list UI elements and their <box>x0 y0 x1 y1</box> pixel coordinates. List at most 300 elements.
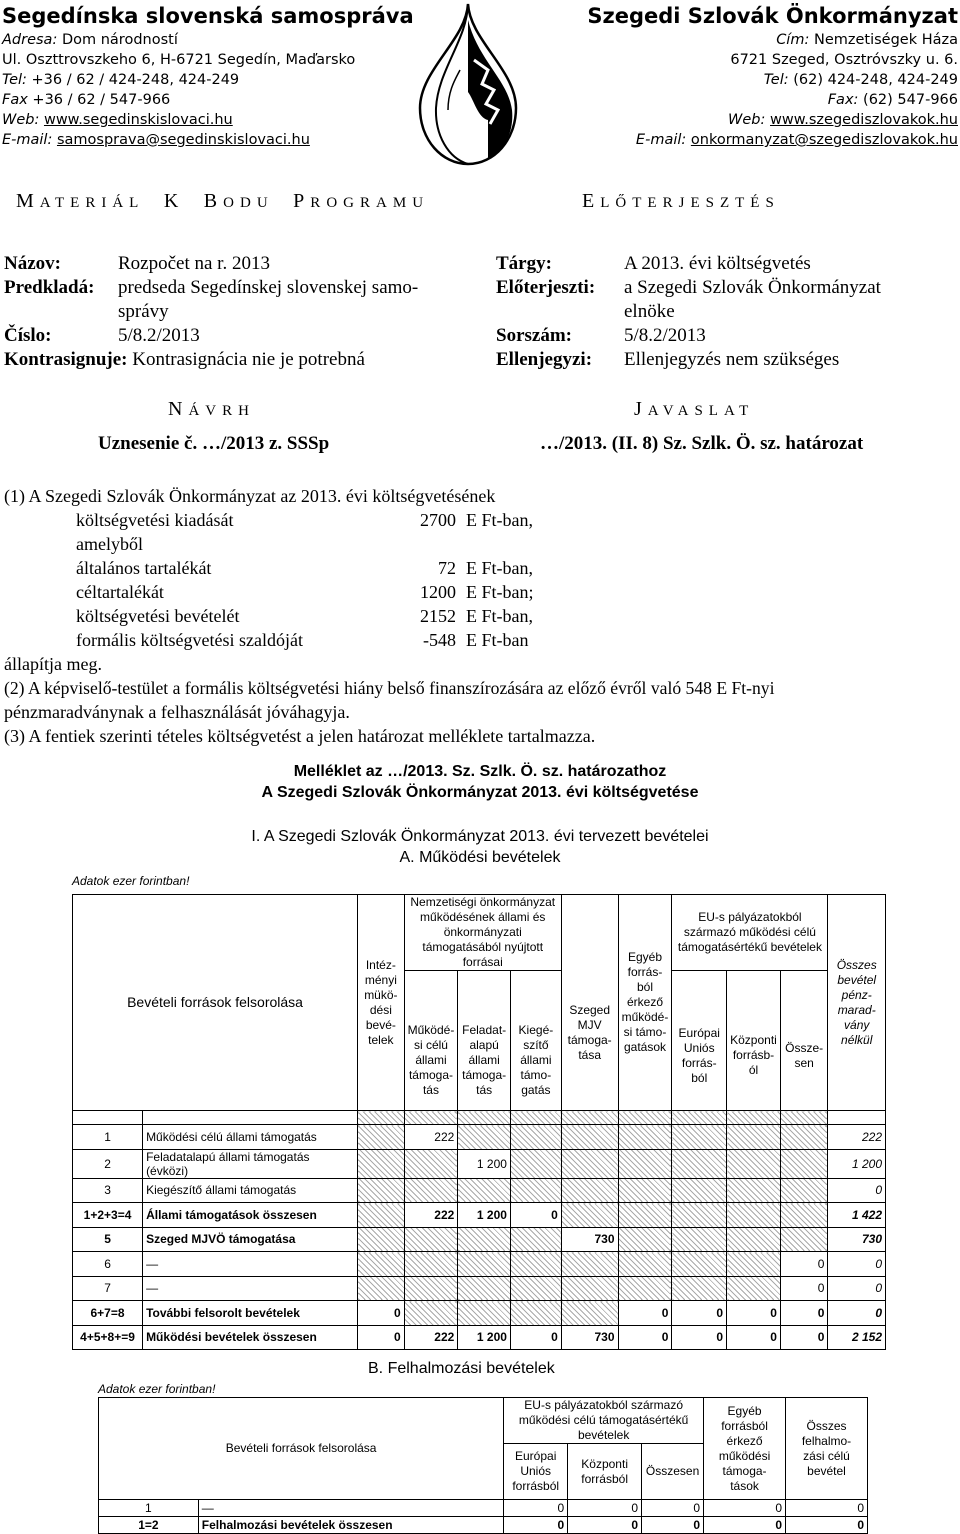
budget-item <box>76 580 596 604</box>
table-a-cell: 730 <box>561 1227 618 1252</box>
meta-right-row <box>496 276 948 300</box>
right-header-line <box>520 130 958 150</box>
table-a-cell <box>780 1227 827 1252</box>
budget-item <box>76 556 596 580</box>
table-b-head-sources: Bevételi források felsorolása <box>99 1398 504 1500</box>
right-header-line <box>520 30 958 50</box>
table-a-cell <box>510 1252 561 1277</box>
table-a-cell <box>458 1252 511 1277</box>
right-header-lines <box>520 30 958 150</box>
table-a-cell <box>458 1125 511 1150</box>
table-a-cell <box>458 1227 511 1252</box>
table-a-cell: 0 <box>672 1325 727 1350</box>
table-a-spacer-cell <box>358 1111 405 1125</box>
table-b-cell: 0 <box>704 1500 786 1517</box>
section-left-letter: I <box>101 195 113 211</box>
table-a-cell <box>358 1203 405 1228</box>
table-row <box>73 1125 886 1150</box>
section-right-letter: E <box>690 195 706 211</box>
meta-right-key: Előterjeszti: <box>496 277 596 298</box>
paragraph-1-intro: (1) A Szegedi Szlovák Önkormányzat az 2013. évi költségvetésének <box>4 486 496 506</box>
table-b-cell: 0 <box>642 1517 704 1534</box>
section-left-letter: O <box>223 195 240 211</box>
table-a-cell: 0 <box>672 1301 727 1326</box>
table-a-cell: 0 <box>510 1203 561 1228</box>
table-a-row-number: 1 <box>73 1125 143 1150</box>
table-b-cell: 0 <box>568 1500 642 1517</box>
table-a-row-number: 6 <box>73 1252 143 1277</box>
section-left-letter: G <box>343 195 360 211</box>
left-header-title: Segedínska slovenská samospráva <box>2 4 414 28</box>
table-row <box>73 1252 886 1277</box>
meta-left-key: Predkladá: <box>4 277 95 298</box>
table-b-head-sum: Összesen <box>642 1444 704 1500</box>
navrh-heading <box>168 398 255 421</box>
table-row <box>73 1325 886 1350</box>
table-a-row-name: Szeged MJVÖ támogatása <box>143 1227 358 1252</box>
meta-right-key: Tárgy: <box>496 253 552 274</box>
table-row <box>73 1178 886 1203</box>
table-a-cell <box>358 1252 405 1277</box>
navrh-letter: N <box>168 398 189 420</box>
table-a-row-name: Működési célú állami támogatás <box>143 1125 358 1150</box>
budget-item-unit: E Ft-ban, <box>466 606 533 626</box>
section-i-title: I. A Szegedi Szlovák Önkormányzat 2013. évi tervezett bevételei <box>251 828 709 845</box>
table-a-head-sources: Bevételi források felsorolása <box>73 895 358 1111</box>
table-a-spacer-cell <box>404 1111 458 1125</box>
table-b-cell: 0 <box>504 1517 568 1534</box>
table-a-cell <box>561 1301 618 1326</box>
right-header-value: Nemzetiségek Háza <box>809 32 958 48</box>
table-a-row-number: 7 <box>73 1276 143 1301</box>
section-left-letter: R <box>85 195 102 211</box>
table-a-cell <box>358 1276 405 1301</box>
table-a-cell: 0 <box>727 1325 781 1350</box>
table-a-cell <box>561 1125 618 1150</box>
table-row <box>99 1517 868 1534</box>
table-a-cell <box>727 1178 781 1203</box>
table-a-cell <box>618 1252 672 1277</box>
table-a-cell <box>618 1203 672 1228</box>
budget-item-label: költségvetési bevételét <box>76 606 240 626</box>
table-a-row-name: Állami támogatások összesen <box>143 1203 358 1228</box>
section-left-letter: U <box>256 195 274 211</box>
budget-item-label: költségvetési kiadását <box>76 510 234 530</box>
table-row <box>99 1500 868 1517</box>
table-a-cell: 0 <box>510 1325 561 1350</box>
budget-item-amount: 72 <box>438 558 456 578</box>
meta-right-row <box>496 252 948 276</box>
table-a-spacer-cell <box>561 1111 618 1125</box>
budget-item-label: formális költségvetési szaldóját <box>76 630 303 650</box>
table-b-head-other: Egyéb forrásból érkező működési támoga- tások <box>704 1398 786 1500</box>
table-a-cell <box>561 1252 618 1277</box>
table-a-cell <box>672 1276 727 1301</box>
table-b-cell: 0 <box>568 1517 642 1534</box>
table-a-cell <box>404 1252 458 1277</box>
meta-left-value: predseda Segedínskej slovenskej samo- <box>118 277 419 298</box>
right-header-value: 6721 Szeged, Osztróvszky u. 6. <box>730 52 958 68</box>
table-row <box>73 1149 886 1178</box>
table-row <box>73 1203 886 1228</box>
meta-left-row <box>4 252 464 276</box>
table-a-cell <box>561 1178 618 1203</box>
section-left-letter: B <box>203 190 224 212</box>
budget-item-amount: -548 <box>423 630 456 650</box>
table-a-cell: 0 <box>358 1325 405 1350</box>
section-left-letter: E <box>70 195 86 211</box>
table-a-cell: 0 <box>618 1325 672 1350</box>
right-header-value: (62) 547-966 <box>858 92 958 108</box>
right-header-title: Szegedi Szlovák Önkormányzat <box>587 4 958 28</box>
table-a-head-institutional: Intéz- ményi mükö- dési bevé- telek <box>358 895 405 1111</box>
section-left-letter: T <box>54 195 71 211</box>
right-header-link[interactable]: onkormanyzat@szegediszlovakok.hu <box>690 132 958 148</box>
left-header-line <box>2 30 422 50</box>
table-a-cell <box>727 1125 781 1150</box>
table-a-head-eu: EU-s pályázatokból származó működési célú támogatásértékű bevételek <box>672 895 828 971</box>
table-b-cell: 0 <box>704 1517 786 1534</box>
left-header <box>2 4 422 150</box>
left-header-label: Fax <box>2 92 28 108</box>
table-capital-revenues <box>98 1397 868 1534</box>
table-a-spacer-cell <box>780 1111 827 1125</box>
table-a-cell <box>780 1125 827 1150</box>
section-right-heading <box>582 190 780 213</box>
left-header-label: Web: <box>2 112 40 128</box>
table-a-cell <box>672 1178 727 1203</box>
right-header-label: Fax: <box>827 92 859 108</box>
meta-right-key: Sorszám: <box>496 325 572 346</box>
meta-left <box>4 252 464 372</box>
section-left-letter: D <box>239 195 257 211</box>
section-left-letter: M <box>16 190 40 212</box>
table-a-cell <box>672 1125 727 1150</box>
meta-left-value: 5/8.2/2013 <box>118 325 200 346</box>
section-left-letter: K <box>163 190 185 212</box>
table-b-row-name: Felhalmozási bevételek összesen <box>198 1517 503 1534</box>
table-a-cell: 0 <box>828 1301 886 1326</box>
meta-left-row <box>4 324 464 348</box>
drop-emblem-icon <box>408 0 528 170</box>
meta-right-key <box>496 300 624 324</box>
meta-left-row <box>4 300 464 324</box>
table-a-cell: 1 200 <box>458 1149 511 1178</box>
navrh-letter: V <box>205 403 223 419</box>
meta-left-value: Kontrasignácia nie je potrebná <box>127 349 365 370</box>
javaslat-letter: A <box>677 403 695 419</box>
budget-item-label: általános tartalékát <box>76 558 212 578</box>
table-a-spacer-cell <box>510 1111 561 1125</box>
budget-item-label: amelyből <box>76 534 143 554</box>
table-a-row-name: — <box>143 1252 358 1277</box>
table-a-cell: 0 <box>780 1325 827 1350</box>
table-a-row-number: 6+7=8 <box>73 1301 143 1326</box>
table-a-spacer-cell <box>672 1111 727 1125</box>
table-a-cell <box>618 1125 672 1150</box>
table-a-row-number: 3 <box>73 1178 143 1203</box>
right-header <box>520 4 958 150</box>
meta-right-row <box>496 324 948 348</box>
meta-right-value: a Szegedi Szlovák Önkormányzat <box>624 277 881 298</box>
table-a-cell <box>358 1178 405 1203</box>
table-a-cell: 1 200 <box>458 1203 511 1228</box>
budget-item-amount: 2700 <box>420 510 456 530</box>
budget-items <box>76 508 596 652</box>
table-a-cell <box>672 1149 727 1178</box>
table-a-head-supplementary: Kiegé- szítő állami támo- gatás <box>510 971 561 1111</box>
table-a-cell <box>404 1227 458 1252</box>
table-a-row-name: Kiegészítő állami támogatás <box>143 1178 358 1203</box>
meta-left-row <box>4 276 464 300</box>
budget-item <box>76 628 596 652</box>
navrh-letter: R <box>222 403 239 419</box>
table-a-cell: 0 <box>780 1276 827 1301</box>
table-a-cell <box>510 1227 561 1252</box>
table-a-head-operating: Működé- si célú állami támoga- tás <box>404 971 458 1111</box>
table-a-spacer-cell <box>458 1111 511 1125</box>
table-b-cell: 0 <box>786 1517 868 1534</box>
table-a-cell: 730 <box>561 1325 618 1350</box>
table-a-spacer-cell <box>828 1111 886 1125</box>
meta-right-row <box>496 300 948 324</box>
section-left-heading <box>16 190 429 213</box>
table-a-cell <box>404 1276 458 1301</box>
meta-right-value: Ellenjegyzés nem szükséges <box>624 349 840 370</box>
table-a-head-european: Európai Uniós forrás- ból <box>672 971 727 1111</box>
section-right-letter: L <box>600 195 616 211</box>
table-a-cell: 222 <box>828 1125 886 1150</box>
left-header-link[interactable]: samosprava@segedinskislovaci.hu <box>56 132 310 148</box>
right-header-value: (62) 424-248, 424-249 <box>788 72 958 88</box>
table-a-cell: 0 <box>780 1301 827 1326</box>
table-a-row-name: Működési bevételek összesen <box>143 1325 358 1350</box>
table-a-cell: 222 <box>404 1125 458 1150</box>
table-a-head-szeged: Szeged MJV támoga- tása <box>561 895 618 1111</box>
table-a-cell: 0 <box>828 1252 886 1277</box>
table-b-head-central: Központi forrásból <box>568 1444 642 1500</box>
budget-item <box>76 532 596 556</box>
meta-left-value: správy <box>118 301 169 322</box>
paragraph-3: (3) A fentiek szerinti tételes költségvetést a jelen határozat melléklete tartalmazza. <box>4 726 596 746</box>
section-right-letter: T <box>735 195 751 211</box>
table-a-cell <box>404 1178 458 1203</box>
table-a-cell <box>510 1149 561 1178</box>
section-right-letter: E <box>647 195 663 211</box>
table-a-cell <box>561 1149 618 1178</box>
table-a-row-name: További felsorolt bevételek <box>143 1301 358 1326</box>
units-note-a: Adatok ezer forintban! <box>72 874 190 888</box>
table-a-cell: 0 <box>780 1252 827 1277</box>
annex-title-1: Melléklet az …/2013. Sz. Szlk. Ö. sz. határozathoz <box>293 763 667 780</box>
left-header-label: Adresa: <box>2 32 58 48</box>
budget-item-amount: 2152 <box>420 606 456 626</box>
section-right-letter: R <box>662 195 679 211</box>
section-left-letter: A <box>39 195 55 211</box>
table-a-cell <box>510 1125 561 1150</box>
right-header-line <box>520 70 958 90</box>
table-b-head-total: Összes felhalmo- zási célú bevétel <box>786 1398 868 1500</box>
left-header-line <box>2 70 422 90</box>
paragraph-2-line-2: pénzmaradványnak a felhasználását jóváhagyja. <box>4 702 350 722</box>
left-header-label: E-mail: <box>2 132 53 148</box>
meta-left-key <box>4 300 118 324</box>
table-a-spacer-cell <box>618 1111 672 1125</box>
right-header-label: E-mail: <box>635 132 687 148</box>
right-header-label: Web: <box>728 112 766 128</box>
right-header-line <box>520 90 958 110</box>
section-right-letter: É <box>750 195 766 211</box>
section-left-letter: Á <box>112 195 130 211</box>
table-operating-revenues <box>72 894 886 1350</box>
table-a-cell <box>727 1203 781 1228</box>
table-row <box>73 1276 886 1301</box>
table-a-cell <box>727 1227 781 1252</box>
logo <box>408 0 528 170</box>
meta-right-row <box>496 348 948 372</box>
table-a-row-number: 2 <box>73 1149 143 1178</box>
table-a-cell: 0 <box>828 1276 886 1301</box>
meta-left-key: Číslo: <box>4 325 52 346</box>
meta-left-row <box>4 348 464 372</box>
table-b-cell: 0 <box>642 1500 704 1517</box>
section-left-letter: U <box>412 195 430 211</box>
left-header-value: Ul. Oszttrovszkeho 6, H-6721 Segedín, Maďarsko <box>2 52 356 68</box>
table-a-cell <box>618 1276 672 1301</box>
javaslat-letter: S <box>694 403 709 419</box>
left-header-line <box>2 130 422 150</box>
section-right-letter: Z <box>719 195 736 211</box>
table-b-cell: 0 <box>504 1500 568 1517</box>
javaslat-letter: V <box>662 403 678 419</box>
meta-right <box>496 252 948 372</box>
table-a-cell <box>510 1276 561 1301</box>
budget-item-unit: E Ft-ban, <box>466 510 533 530</box>
table-row <box>73 1301 886 1326</box>
right-header-label: Cím: <box>776 32 810 48</box>
table-a-cell: 730 <box>828 1227 886 1252</box>
section-left-letter: M <box>392 195 413 211</box>
table-b-row-number: 1 <box>99 1500 199 1517</box>
table-a-cell <box>727 1252 781 1277</box>
table-a-spacer-cell <box>143 1111 358 1125</box>
section-b-title: B. Felhalmozási bevételek <box>368 1360 555 1377</box>
table-a-cell <box>458 1178 511 1203</box>
table-b-row-name: — <box>198 1500 503 1517</box>
table-a-cell <box>618 1178 672 1203</box>
table-a-cell <box>672 1203 727 1228</box>
left-header-value: +36 / 62 / 547-966 <box>27 92 171 108</box>
table-a-cell <box>358 1149 405 1178</box>
table-a-spacer-cell <box>73 1111 143 1125</box>
meta-left-value: Rozpočet na r. 2013 <box>118 253 270 274</box>
table-b-cell: 0 <box>786 1500 868 1517</box>
table-a-cell: 222 <box>404 1203 458 1228</box>
table-a-row-number: 5 <box>73 1227 143 1252</box>
javaslat-letter: L <box>708 403 724 419</box>
left-header-link[interactable]: www.segedinskislovaci.hu <box>43 112 233 128</box>
table-a-cell <box>727 1149 781 1178</box>
paragraph-1-end: állapítja meg. <box>4 654 102 674</box>
table-a-cell: 1 422 <box>828 1203 886 1228</box>
table-a-spacer-cell <box>727 1111 781 1125</box>
table-a-cell <box>727 1276 781 1301</box>
table-a-cell <box>618 1149 672 1178</box>
navrh-letter: H <box>238 403 255 419</box>
table-a-cell: 222 <box>404 1325 458 1350</box>
table-a-cell <box>780 1203 827 1228</box>
budget-item-amount: 1200 <box>420 582 456 602</box>
table-a-cell: 0 <box>618 1301 672 1326</box>
hatarozat: …/2013. (II. 8) Sz. Szlk. Ö. sz. határozat <box>540 433 864 454</box>
section-left-letter: R <box>360 195 377 211</box>
section-a-title: A. Működési bevételek <box>399 849 561 866</box>
table-a-cell <box>672 1227 727 1252</box>
paragraph-2-line-1: (2) A képviselő-testület a formális költségvetési hiány belső finanszírozására az előző évről való 548 E Ft-nyi <box>4 678 775 698</box>
meta-left-key: Kontrasignuje: <box>4 349 128 370</box>
meta-right-value: A 2013. évi költségvetés <box>624 253 811 274</box>
javaslat-letter: T <box>739 403 755 419</box>
meta-right-key: Ellenjegyzi: <box>496 349 593 370</box>
table-a-row-number: 4+5+8+=9 <box>73 1325 143 1350</box>
left-header-value: +36 / 62 / 424-248, 424-249 <box>26 72 240 88</box>
budget-item <box>76 508 596 532</box>
table-a-head-sum: Össze- sen <box>780 971 827 1111</box>
section-left-letter: O <box>326 195 344 211</box>
left-header-line <box>2 90 422 110</box>
table-a-spacer-row <box>73 1111 886 1125</box>
javaslat-letter: A <box>723 403 740 419</box>
table-a-cell: 0 <box>828 1178 886 1203</box>
table-a-head-central: Központi forrásb- ól <box>727 971 781 1111</box>
right-header-line <box>520 50 958 70</box>
navrh-letter: Á <box>188 403 206 419</box>
section-right-letter: E <box>582 190 601 212</box>
table-row <box>73 1227 886 1252</box>
table-a-cell <box>510 1301 561 1326</box>
section-left-letter: P <box>293 190 311 212</box>
table-a-row-name: — <box>143 1276 358 1301</box>
left-header-label: Tel: <box>2 72 27 88</box>
table-a-cell <box>780 1149 827 1178</box>
table-a-row-name: Feladatalapú állami támogatás (évközi) <box>143 1149 358 1178</box>
table-a-cell <box>618 1227 672 1252</box>
section-right-letter: Ő <box>615 195 633 211</box>
section-right-letter: S <box>705 195 720 211</box>
meta-right-value: 5/8.2/2013 <box>624 325 706 346</box>
table-a-cell <box>561 1276 618 1301</box>
section-left-letter: R <box>310 195 327 211</box>
budget-item-unit: E Ft-ban <box>466 630 529 650</box>
right-header-link[interactable]: www.szegediszlovakok.hu <box>770 112 958 128</box>
budget-item-unit: E Ft-ban; <box>466 582 534 602</box>
section-right-letter: T <box>632 195 648 211</box>
budget-item-unit: E Ft-ban, <box>466 558 533 578</box>
right-header-line <box>520 110 958 130</box>
table-a-cell <box>358 1125 405 1150</box>
units-note-b: Adatok ezer forintban! <box>98 1382 216 1396</box>
table-a-cell: 0 <box>358 1301 405 1326</box>
table-a-cell <box>458 1301 511 1326</box>
table-a-head-total: Összes bevétel pénz- marad- vány nélkül <box>828 895 886 1111</box>
table-a-cell <box>404 1301 458 1326</box>
table-a-cell <box>458 1276 511 1301</box>
table-a-cell <box>404 1149 458 1178</box>
section-right-letter: S <box>765 195 780 211</box>
table-a-cell: 2 152 <box>828 1325 886 1350</box>
table-b-row-number: 1=2 <box>99 1517 199 1534</box>
javaslat-letter: A <box>647 403 663 419</box>
